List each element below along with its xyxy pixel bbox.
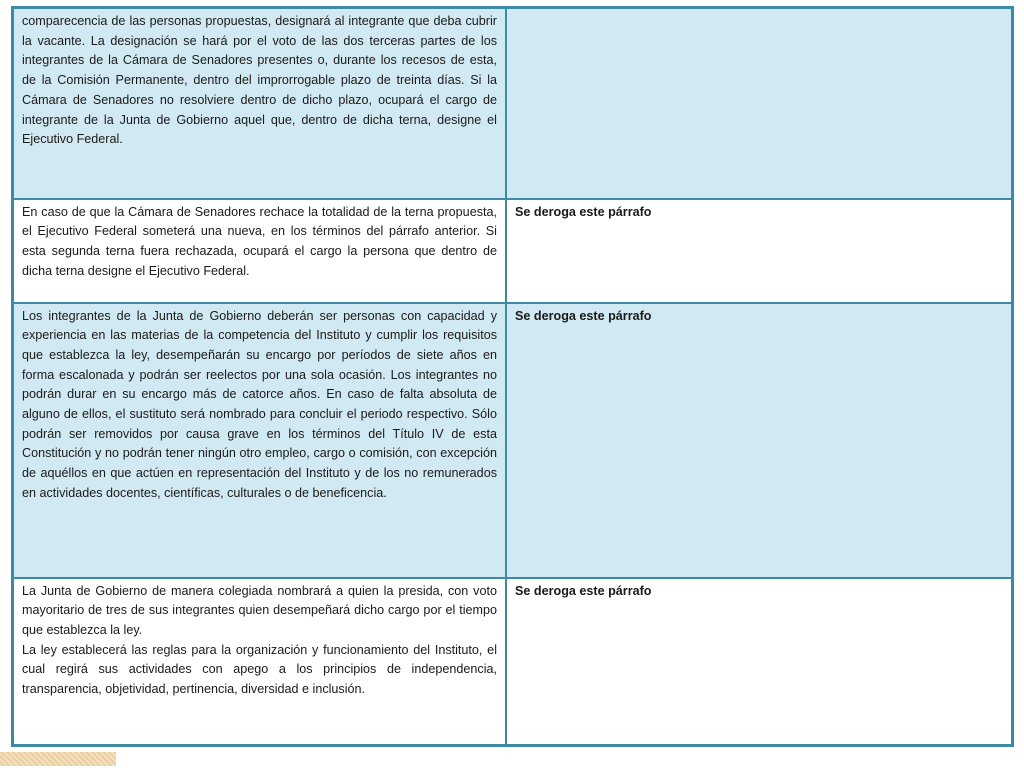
current-text-cell [13,8,507,199]
table-row [13,578,1013,746]
paragraph-text: En caso de que la Cámara de Senadores rechace la totalidad de la terna propuesta, el Ejecutivo Federal someterá una nueva, en los términos del párrafo anterior. Si esta segunda terna fuera rechazada, ocupará el cargo la persona que dentro de dicha terna designe el Ejecutivo Federal. [22,204,497,278]
paragraph-text: La Junta de Gobierno de manera colegiada nombrará a quien la presida, con voto mayoritario de tres de sus integrantes quien desempeñará dicho cargo por el tiempo que establezca la ley. [22,583,497,637]
current-text-cell [13,578,507,746]
reform-text-cell: Se deroga este párrafo [506,578,1013,746]
current-text-cell [13,199,507,303]
paragraph-text: La ley establecerá las reglas para la organización y funcionamiento del Instituto, el cual regirá sus actividades con apego a los principios de independencia, transparencia, objetividad, pertinencia, diversidad e inclusión. [22,642,497,697]
table-row [13,8,1013,199]
reform-text-cell [506,8,1013,199]
current-text-cell [13,303,507,578]
reform-text-cell: Se deroga este párrafo [506,199,1013,303]
comparison-table [11,6,1014,747]
table-row [13,303,1013,578]
page-corner-decoration [0,752,116,766]
table-row [13,199,1013,303]
paragraph-text: comparecencia de las personas propuestas, designará al integrante que deba cubrir la vacante. La designación se hará por el voto de las dos terceras partes de los integrantes de la Cámara de Senadores presentes o, durante los recesos de esta, de la Comisión Permanente, dentro del improrrogable plazo de treinta días. Si la Cámara de Senadores no resolviere dentro de dicho plazo, ocupará el cargo de integrante de la Junta de Gobierno aquel que, dentro de dicha terna, designe el Ejecutivo Federal. [22,14,497,147]
paragraph-text: Los integrantes de la Junta de Gobierno deberán ser personas con capacidad y experiencia en las materias de la competencia del Instituto y cumplir los requisitos que establezca la ley, desempeñarán su encargo por períodos de siete años en forma escalonada y podrán ser reelectos por una sola ocasión. Los integrantes no podrán durar en su encargo más de catorce años. En caso de falta absoluta de alguno de ellos, el sustituto será nombrado para concluir el periodo respectivo. Sólo podrán ser removidos por causa grave en los términos del Título IV de esta Constitución y no podrán tener ningún otro empleo, cargo o comisión, con excepción de aquéllos en que actúen en representación del Instituto y de los no remunerados en actividades docentes, científicas, culturales o de beneficencia. [22,308,497,500]
reform-text-cell: Se deroga este párrafo [506,303,1013,578]
